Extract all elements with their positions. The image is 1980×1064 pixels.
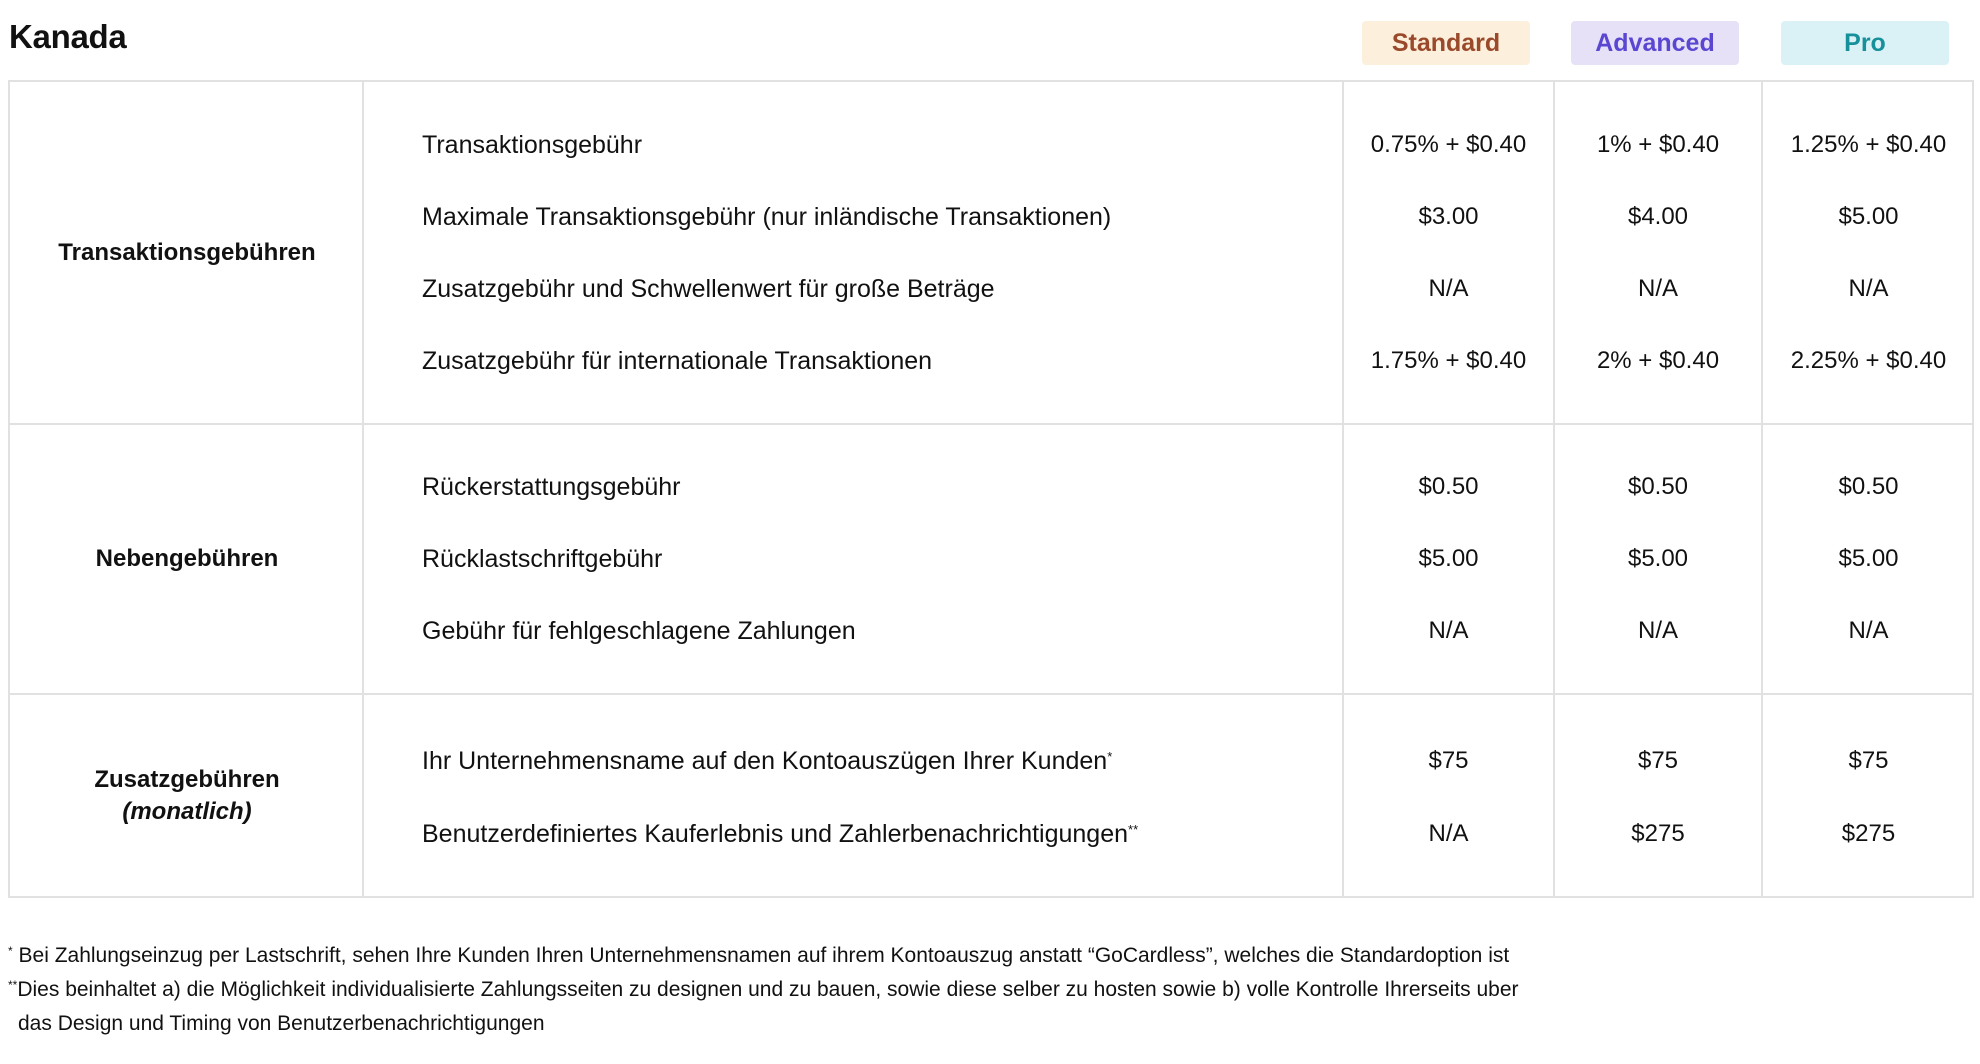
row-label-failed-payment-fee: Gebühr für fehlgeschlagene Zahlungen xyxy=(422,617,856,645)
section-subtitle: (monatlich) xyxy=(122,797,252,825)
value-standard: 1.75% + $0.40 xyxy=(1370,347,1527,374)
row-label-max-transaction-fee: Maximale Transaktionsgebühr (nur inländische Transaktionen) xyxy=(422,203,1112,231)
value-advanced: $275 xyxy=(1631,820,1685,847)
footnote-marker: * xyxy=(8,944,13,958)
footnote-marker: ** xyxy=(8,978,18,992)
section-label-ancillary-fees xyxy=(10,425,364,693)
footnote-1 xyxy=(8,940,1519,974)
value-standard: $75 xyxy=(1428,747,1469,774)
value-pro: $275 xyxy=(1841,820,1896,847)
row-label-international-surcharge: Zusatzgebühr für internationale Transaktionen xyxy=(422,347,933,375)
footnote-text: Bei Zahlungseinzug per Lastschrift, sehen Ihre Kunden Ihren Unternehmensnamen auf ihrem Kontoauszug anstatt “GoCardless”, welches die Standardoption ist xyxy=(12,944,1510,967)
section-label-additional-fees xyxy=(10,695,364,896)
row-label-transaction-fee: Transaktionsgebühr xyxy=(422,131,643,159)
page-title: Kanada xyxy=(9,18,127,55)
value-pro: $75 xyxy=(1848,747,1889,774)
footnote-2 xyxy=(8,974,1519,1008)
value-advanced: $0.50 xyxy=(1627,473,1689,500)
section-title: Zusatzgebühren xyxy=(94,765,280,793)
value-advanced: $5.00 xyxy=(1627,545,1689,572)
footnotes xyxy=(8,940,1519,1039)
row-label-chargeback-fee: Rücklastschriftgebühr xyxy=(422,545,663,573)
value-advanced: 2% + $0.40 xyxy=(1596,347,1720,374)
plan-badge-advanced: Advanced xyxy=(1571,21,1739,65)
value-advanced: $75 xyxy=(1637,747,1679,774)
value-pro: $5.00 xyxy=(1838,203,1899,230)
row-label-company-name-on-statement: Ihr Unternehmensname auf den Kontoauszügen Ihrer Kunden* xyxy=(422,747,1113,775)
value-standard: N/A xyxy=(1428,275,1469,302)
value-standard: N/A xyxy=(1428,820,1469,847)
value-standard: N/A xyxy=(1428,617,1469,644)
value-pro: $0.50 xyxy=(1838,473,1899,500)
value-pro: 2.25% + $0.40 xyxy=(1790,347,1947,374)
plan-badge-pro: Pro xyxy=(1781,21,1949,65)
value-pro: N/A xyxy=(1848,617,1889,644)
row-label-custom-checkout-experience: Benutzerdefiniertes Kauferlebnis und Zahlerbenachrichtigungen** xyxy=(422,820,1139,848)
footnote-marker: ** xyxy=(1128,822,1139,837)
value-advanced: $4.00 xyxy=(1627,203,1689,230)
value-advanced: N/A xyxy=(1637,275,1678,302)
value-pro: $5.00 xyxy=(1838,545,1899,572)
value-standard: $3.00 xyxy=(1418,203,1479,230)
value-advanced: 1% + $0.40 xyxy=(1596,131,1720,158)
footnote-text: Dies beinhaltet a) die Möglichkeit individualisierte Zahlungsseiten zu designen und zu bauen, sowie diese selber zu hosten sowie b) volle Kontrolle Ihrerseits uber xyxy=(17,978,1519,1001)
value-advanced: N/A xyxy=(1637,617,1678,644)
value-pro: 1.25% + $0.40 xyxy=(1790,131,1947,158)
section-label-transaction-fees xyxy=(10,82,364,423)
section-title: Transaktionsgebühren xyxy=(58,238,316,266)
footnote-2-continued: das Design und Timing von Benutzerbenachrichtigungen xyxy=(18,1012,545,1035)
value-pro: N/A xyxy=(1848,275,1889,302)
section-title: Nebengebühren xyxy=(95,545,279,572)
row-label-large-amount-surcharge: Zusatzgebühr und Schwellenwert für große Beträge xyxy=(422,275,995,303)
value-standard: $5.00 xyxy=(1418,545,1479,572)
footnote-marker: * xyxy=(1107,749,1113,764)
value-standard: $0.50 xyxy=(1418,473,1479,500)
value-standard: 0.75% + $0.40 xyxy=(1370,131,1527,158)
plan-badge-standard: Standard xyxy=(1362,21,1530,65)
row-label-refund-fee: Rückerstattungsgebühr xyxy=(422,473,681,501)
fee-table xyxy=(8,80,1974,898)
